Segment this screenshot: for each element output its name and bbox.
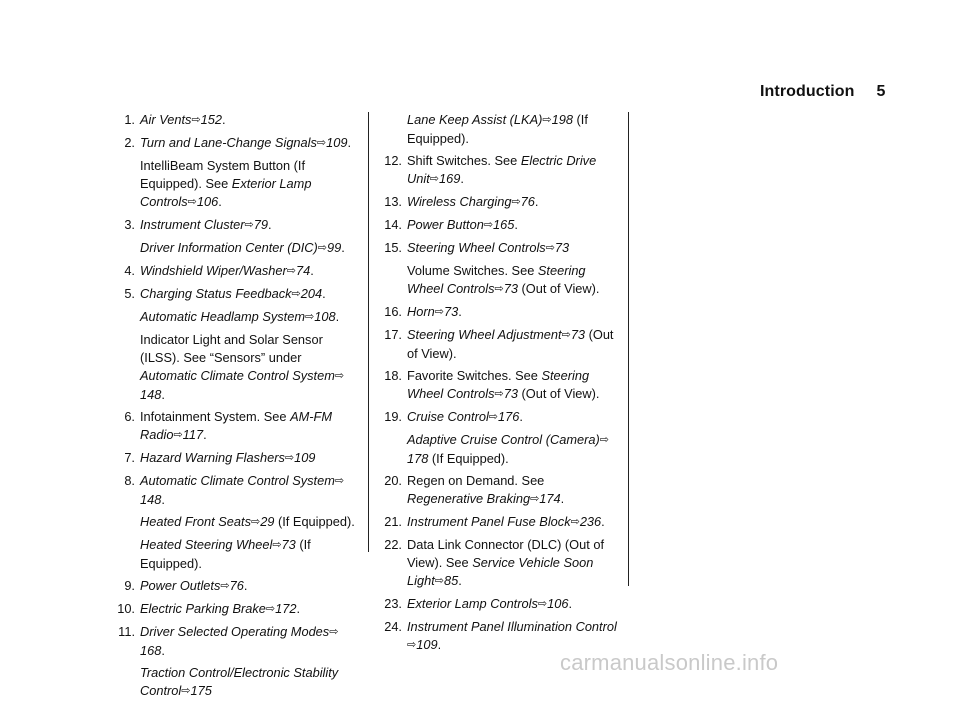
italic-reference: 169 [438, 171, 461, 186]
item-text [140, 111, 357, 130]
item-text [407, 595, 618, 614]
item-text [407, 152, 618, 189]
column-middle [380, 111, 618, 659]
italic-reference: Regenerative Braking [407, 491, 531, 506]
item-number: 22. [384, 537, 402, 552]
text-run: . [161, 387, 165, 402]
text-run: (If Equipped). [428, 451, 509, 466]
item-text [407, 536, 618, 591]
page-ref-arrow-icon: ⇨ [542, 114, 552, 126]
italic-reference: 165 [493, 217, 515, 232]
italic-reference: 29 [260, 514, 275, 529]
item-number: 17. [384, 327, 402, 342]
list-item [380, 152, 618, 189]
item-number [107, 157, 140, 212]
item-number: 24. [384, 619, 402, 634]
column-divider [368, 112, 369, 552]
list-subitem [107, 308, 357, 327]
list-item [380, 408, 618, 427]
item-text [140, 134, 357, 153]
item-number: 10. [117, 601, 135, 616]
italic-reference: Windshield Wiper/Washer [140, 263, 287, 278]
italic-reference: Service Vehicle Soon Light [407, 555, 594, 588]
list-subitem [380, 111, 618, 148]
list-item [380, 513, 618, 532]
page-ref-arrow-icon: ⇨ [511, 196, 521, 208]
item-number: 13. [384, 194, 402, 209]
text-run: . [310, 263, 314, 278]
italic-reference: 73 [443, 304, 459, 319]
text-run: . [601, 514, 605, 529]
text-run: . [519, 409, 523, 424]
page-ref-arrow-icon: ⇨ [291, 288, 301, 300]
item-text [407, 326, 618, 363]
item-number: 1. [124, 112, 135, 127]
text-run: . [560, 491, 565, 506]
item-number: 19. [384, 409, 402, 424]
italic-reference: 85 [443, 573, 459, 588]
text-run: Volume Switches. See [407, 263, 538, 278]
italic-reference: Charging Status Feedback [140, 286, 292, 301]
item-text [140, 623, 357, 660]
item-number [107, 239, 140, 258]
page-ref-arrow-icon: ⇨ [434, 306, 444, 318]
italic-reference: Hazard Warning Flashers [140, 450, 285, 465]
item-number: 2. [124, 135, 135, 150]
italic-reference: Steering Wheel Controls [407, 368, 590, 401]
list-item [380, 193, 618, 212]
italic-reference: Driver Information Center (DIC) [140, 240, 318, 255]
text-run: (If Equipped). [274, 514, 355, 529]
item-number: 8. [124, 473, 135, 488]
italic-reference: Heated Steering Wheel [140, 537, 273, 552]
text-run: . [296, 601, 301, 616]
list-item [107, 285, 357, 304]
page-ref-arrow-icon: ⇨ [561, 329, 571, 341]
item-text [140, 577, 357, 596]
list-subitem [380, 262, 618, 299]
list-item [380, 303, 618, 322]
page-ref-arrow-icon: ⇨ [570, 516, 580, 528]
item-text [140, 262, 357, 281]
italic-reference: Air Vents [140, 112, 192, 127]
list-subitem [107, 536, 357, 573]
list-item [380, 239, 618, 258]
item-text [140, 285, 357, 304]
list-item [107, 262, 357, 281]
list-subitem [380, 431, 618, 468]
italic-reference: Electric Drive Unit [407, 153, 597, 186]
item-text [407, 262, 618, 299]
italic-reference: Steering Wheel Controls [407, 263, 586, 296]
page-ref-arrow-icon: ⇨ [599, 434, 609, 446]
text-run: (Out of View). [517, 386, 600, 401]
italic-reference: Horn [407, 304, 435, 319]
text-run: (Out of View). [407, 327, 614, 361]
text-run: . [335, 309, 340, 324]
page-ref-arrow-icon: ⇨ [305, 311, 315, 323]
item-number: 7. [124, 450, 135, 465]
item-number: 23. [384, 596, 402, 611]
item-number [107, 536, 140, 573]
italic-reference: Instrument Panel Fuse Block [407, 514, 571, 529]
text-run: Favorite Switches. See [407, 368, 542, 383]
section-title: Introduction [760, 83, 855, 100]
italic-reference: 73 [554, 240, 570, 255]
page-ref-arrow-icon: ⇨ [191, 114, 201, 126]
item-number: 21. [384, 514, 402, 529]
column-left [107, 111, 357, 705]
item-number [107, 331, 140, 404]
italic-reference: Traction Control/Electronic Stability Control [140, 665, 339, 698]
page-ref-arrow-icon: ⇨ [181, 685, 191, 697]
italic-reference: Automatic Climate Control System [140, 473, 335, 488]
text-run: (If Equipped). [407, 112, 588, 146]
item-text [140, 239, 357, 258]
italic-reference: Exterior Lamp Controls [407, 596, 538, 611]
italic-reference: 76 [229, 578, 244, 593]
text-run: Infotainment System. See [140, 409, 291, 424]
page-ref-arrow-icon: ⇨ [545, 242, 555, 254]
italic-reference: Turn and Lane-Change Signals [140, 135, 317, 150]
item-number: 20. [384, 473, 402, 488]
text-run: (Out of View). [517, 281, 600, 296]
list-item [107, 111, 357, 130]
item-text [140, 513, 357, 532]
text-run: . [161, 643, 165, 658]
item-number [107, 513, 140, 532]
page-ref-arrow-icon: ⇨ [265, 603, 276, 615]
list-subitem [107, 157, 357, 212]
item-text [407, 303, 618, 322]
italic-reference: 76 [520, 194, 535, 209]
text-run: . [218, 194, 222, 209]
list-item [380, 216, 618, 235]
item-text [140, 157, 357, 212]
page-ref-arrow-icon: ⇨ [316, 137, 327, 149]
italic-reference: 175 [190, 683, 212, 698]
italic-reference: Power Button [407, 217, 484, 232]
italic-reference: Steering Wheel Controls [407, 240, 546, 255]
list-item [107, 600, 357, 619]
item-text [407, 367, 618, 404]
italic-reference: Driver Selected Operating Modes [140, 624, 330, 639]
text-run: . [341, 240, 345, 255]
item-text [407, 472, 618, 509]
item-text [140, 308, 357, 327]
list-item [107, 577, 357, 596]
italic-reference: Instrument Cluster [140, 217, 245, 232]
item-number [107, 308, 140, 327]
italic-reference: 108 [314, 309, 336, 324]
list-subitem [107, 331, 357, 404]
italic-reference: Instrument Panel Illumination Control [407, 619, 617, 634]
list-subitem [107, 513, 357, 532]
text-run: Regen on Demand. See [407, 473, 545, 488]
item-number [380, 111, 407, 148]
italic-reference: Automatic Climate Control System [140, 368, 335, 383]
italic-reference: 109 [294, 450, 316, 465]
page-ref-arrow-icon: ⇨ [173, 429, 183, 441]
italic-reference: 73 [503, 386, 518, 401]
item-number: 12. [384, 153, 402, 168]
page-ref-arrow-icon: ⇨ [329, 626, 339, 638]
list-item [380, 536, 618, 591]
page-header [760, 83, 886, 101]
italic-reference: 106 [196, 194, 219, 209]
italic-reference: 204 [300, 286, 323, 301]
page-number: 5 [876, 83, 886, 100]
italic-reference: 117 [182, 427, 204, 442]
italic-reference: 178 [407, 451, 429, 466]
page-ref-arrow-icon: ⇨ [284, 452, 295, 464]
list-item [380, 595, 618, 614]
text-run: . [437, 637, 442, 652]
italic-reference: 172 [275, 601, 297, 616]
text-run: . [458, 573, 462, 588]
page-ref-arrow-icon: ⇨ [334, 475, 345, 487]
list-subitem [107, 664, 357, 701]
page-ref-arrow-icon: ⇨ [537, 598, 548, 610]
item-number: 15. [384, 240, 402, 255]
italic-reference: AM-FM Radio [140, 409, 333, 442]
text-run: . [534, 194, 539, 209]
text-run: . [322, 286, 326, 301]
item-text [140, 449, 357, 468]
text-run: . [460, 171, 464, 186]
text-run: . [222, 112, 226, 127]
italic-reference: Power Outlets [140, 578, 221, 593]
list-item [107, 472, 357, 509]
italic-reference: Automatic Headlamp System [140, 309, 306, 324]
italic-reference: 74 [295, 263, 311, 278]
item-number [107, 664, 140, 701]
item-text [140, 472, 357, 509]
item-number [380, 262, 407, 299]
italic-reference: 174 [539, 491, 561, 506]
italic-reference: Heated Front Seats [140, 514, 251, 529]
italic-reference: 148 [140, 387, 162, 402]
italic-reference: 198 [551, 112, 573, 127]
list-item [107, 408, 357, 445]
page-ref-arrow-icon: ⇨ [244, 219, 254, 231]
text-run: Shift Switches. See [407, 153, 521, 168]
list-item [380, 367, 618, 404]
page-ref-arrow-icon: ⇨ [434, 575, 444, 587]
item-text [407, 513, 618, 532]
item-number: 6. [124, 409, 135, 424]
italic-reference: 109 [416, 637, 438, 652]
item-text [140, 600, 357, 619]
item-number: 18. [384, 368, 402, 383]
text-run: Indicator Light and Solar Sensor (ILSS). See “Sensors” under [140, 332, 323, 365]
item-number: 11. [118, 624, 135, 639]
italic-reference: Adaptive Cruise Control (Camera) [407, 432, 600, 447]
text-run: Data Link Connector (DLC) (Out of View). See [407, 537, 605, 570]
column-divider [628, 112, 629, 586]
text-run: . [203, 427, 207, 442]
item-text [407, 408, 618, 427]
italic-reference: 99 [327, 240, 342, 255]
page-ref-arrow-icon: ⇨ [317, 242, 327, 254]
text-run: . [243, 578, 248, 593]
site-watermark: carmanualsonline.info [560, 650, 779, 675]
item-number [380, 431, 407, 468]
item-number: 5. [124, 286, 135, 301]
page-ref-arrow-icon: ⇨ [334, 370, 345, 382]
text-run: (If Equipped). [140, 537, 311, 571]
list-item [107, 216, 357, 235]
item-text [407, 239, 618, 258]
italic-reference: 236 [579, 514, 602, 529]
italic-reference: Electric Parking Brake [140, 601, 266, 616]
text-run: . [268, 217, 272, 232]
text-run: . [568, 596, 573, 611]
text-run: . [347, 135, 352, 150]
italic-reference: 73 [570, 327, 586, 342]
text-run: . [458, 304, 462, 319]
page-ref-arrow-icon: ⇨ [483, 219, 494, 231]
text-run: . [514, 217, 518, 232]
item-text [140, 331, 357, 404]
italic-reference: 152 [200, 112, 223, 127]
text-run: . [161, 492, 165, 507]
item-number: 3. [124, 217, 135, 232]
page-ref-arrow-icon: ⇨ [187, 196, 197, 208]
italic-reference: Cruise Control [407, 409, 489, 424]
page-ref-arrow-icon: ⇨ [220, 580, 230, 592]
page-ref-arrow-icon: ⇨ [488, 411, 499, 423]
italic-reference: Lane Keep Assist (LKA) [407, 112, 543, 127]
page-ref-arrow-icon: ⇨ [429, 173, 439, 185]
page-ref-arrow-icon: ⇨ [494, 283, 504, 295]
item-text [140, 664, 357, 701]
item-text [407, 216, 618, 235]
italic-reference: 73 [503, 281, 518, 296]
item-number: 14. [384, 217, 402, 232]
page-ref-arrow-icon: ⇨ [407, 639, 417, 651]
list-item [107, 134, 357, 153]
list-item [107, 623, 357, 660]
italic-reference: 79 [253, 217, 268, 232]
italic-reference: Exterior Lamp Controls [140, 176, 312, 209]
list-subitem [107, 239, 357, 258]
italic-reference: 109 [326, 135, 348, 150]
item-text [140, 408, 357, 445]
page-ref-arrow-icon: ⇨ [530, 493, 540, 505]
item-text [140, 536, 357, 573]
page-ref-arrow-icon: ⇨ [286, 265, 296, 277]
italic-reference: 168 [140, 643, 162, 658]
italic-reference: 176 [498, 409, 520, 424]
text-run: IntelliBeam System Button (If Equipped). See [140, 158, 306, 191]
item-number: 16. [384, 304, 402, 319]
italic-reference: Steering Wheel Adjustment [407, 327, 562, 342]
item-text [407, 193, 618, 212]
item-text [140, 216, 357, 235]
item-text [407, 431, 618, 468]
italic-reference: 148 [140, 492, 162, 507]
italic-reference: 106 [547, 596, 569, 611]
list-item [380, 326, 618, 363]
list-item [380, 472, 618, 509]
item-text [407, 111, 618, 148]
item-number: 4. [124, 263, 135, 278]
italic-reference: 73 [281, 537, 296, 552]
italic-reference: Wireless Charging [407, 194, 512, 209]
page-ref-arrow-icon: ⇨ [494, 388, 504, 400]
item-number: 9. [124, 578, 135, 593]
page-ref-arrow-icon: ⇨ [272, 539, 282, 551]
page-ref-arrow-icon: ⇨ [250, 516, 261, 528]
list-item [107, 449, 357, 468]
